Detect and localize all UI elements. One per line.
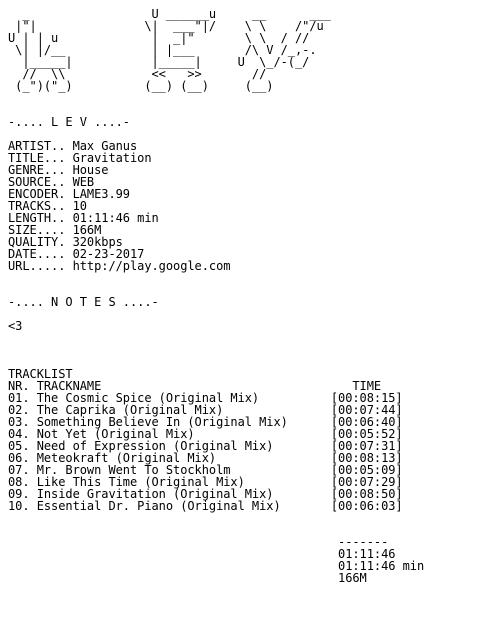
nfo-line: 04. Not Yet (Original Mix) [00:05:52]: [8, 427, 403, 441]
nfo-line: 01. The Cosmic Spice (Original Mix) [00:08:15]: [8, 391, 403, 405]
nfo-line: -------: [8, 535, 389, 549]
nfo-line: // \\ << >> //: [8, 67, 267, 81]
nfo-line: <3: [8, 319, 23, 333]
nfo-line: [8, 92, 480, 104]
nfo-text-block: [8, 8, 480, 584]
nfo-line: TITLE... Gravitation: [8, 151, 152, 165]
nfo-line: [8, 332, 480, 344]
nfo-line: QUALITY. 320kbps: [8, 235, 123, 249]
nfo-line: |_____| |_____| U \_/-(_/: [8, 55, 310, 69]
nfo-line: GENRE... House: [8, 163, 109, 177]
nfo-line: -.... N O T E S ....-: [8, 295, 159, 309]
nfo-line: 03. Something Believe In (Original Mix) [00:06:40]: [8, 415, 403, 429]
nfo-line: [8, 272, 480, 284]
nfo-line: |"| \| ___"|/ \ \ /"/u: [8, 19, 324, 33]
nfo-line: [8, 512, 480, 524]
nfo-line: \| |/__ | |___ /\ V /_,-.: [8, 43, 317, 57]
nfo-line: 05. Need of Expression (Original Mix) [00:07:31]: [8, 439, 403, 453]
nfo-line: 06. Meteokraft (Original Mix) [00:08:13]: [8, 451, 403, 465]
nfo-line: -.... L E V ....-: [8, 115, 130, 129]
nfo-line: [8, 308, 480, 320]
nfo-line: (_")("_) (__) (__) (__): [8, 79, 274, 93]
nfo-line: 08. Like This Time (Original Mix) [00:07:29]: [8, 475, 403, 489]
nfo-line: ARTIST.. Max Ganus: [8, 139, 138, 153]
nfo-line: SIZE.... 166M: [8, 223, 102, 237]
nfo-line: 02. The Caprika (Original Mix) [00:07:44]: [8, 403, 403, 417]
nfo-line: 01:11:46 min: [8, 559, 425, 573]
nfo-line: TRACKLIST: [8, 367, 73, 381]
nfo-line: URL..... http://play.google.com: [8, 259, 231, 273]
nfo-line: ENCODER. LAME3.99: [8, 187, 130, 201]
nfo-line: NR. TRACKNAME TIME: [8, 379, 382, 393]
nfo-line: SOURCE.. WEB: [8, 175, 95, 189]
nfo-line: LENGTH.. 01:11:46 min: [8, 211, 159, 225]
nfo-line: _ U ______u __ ___: [8, 7, 331, 21]
nfo-line: [8, 356, 480, 368]
nfo-line: U | | u | _|" \ \ / //: [8, 31, 310, 45]
nfo-line: 166M: [8, 571, 367, 585]
nfo-line: 09. Inside Gravitation (Original Mix) [00:08:50]: [8, 487, 403, 501]
nfo-line: 01:11:46: [8, 547, 396, 561]
nfo-line: 10. Essential Dr. Piano (Original Mix) [00:06:03]: [8, 499, 403, 513]
nfo-line: DATE.... 02-23-2017: [8, 247, 145, 261]
nfo-line: 07. Mr. Brown Went To Stockholm [00:05:09]: [8, 463, 403, 477]
nfo-line: [8, 344, 480, 356]
nfo-line: TRACKS.. 10: [8, 199, 87, 213]
